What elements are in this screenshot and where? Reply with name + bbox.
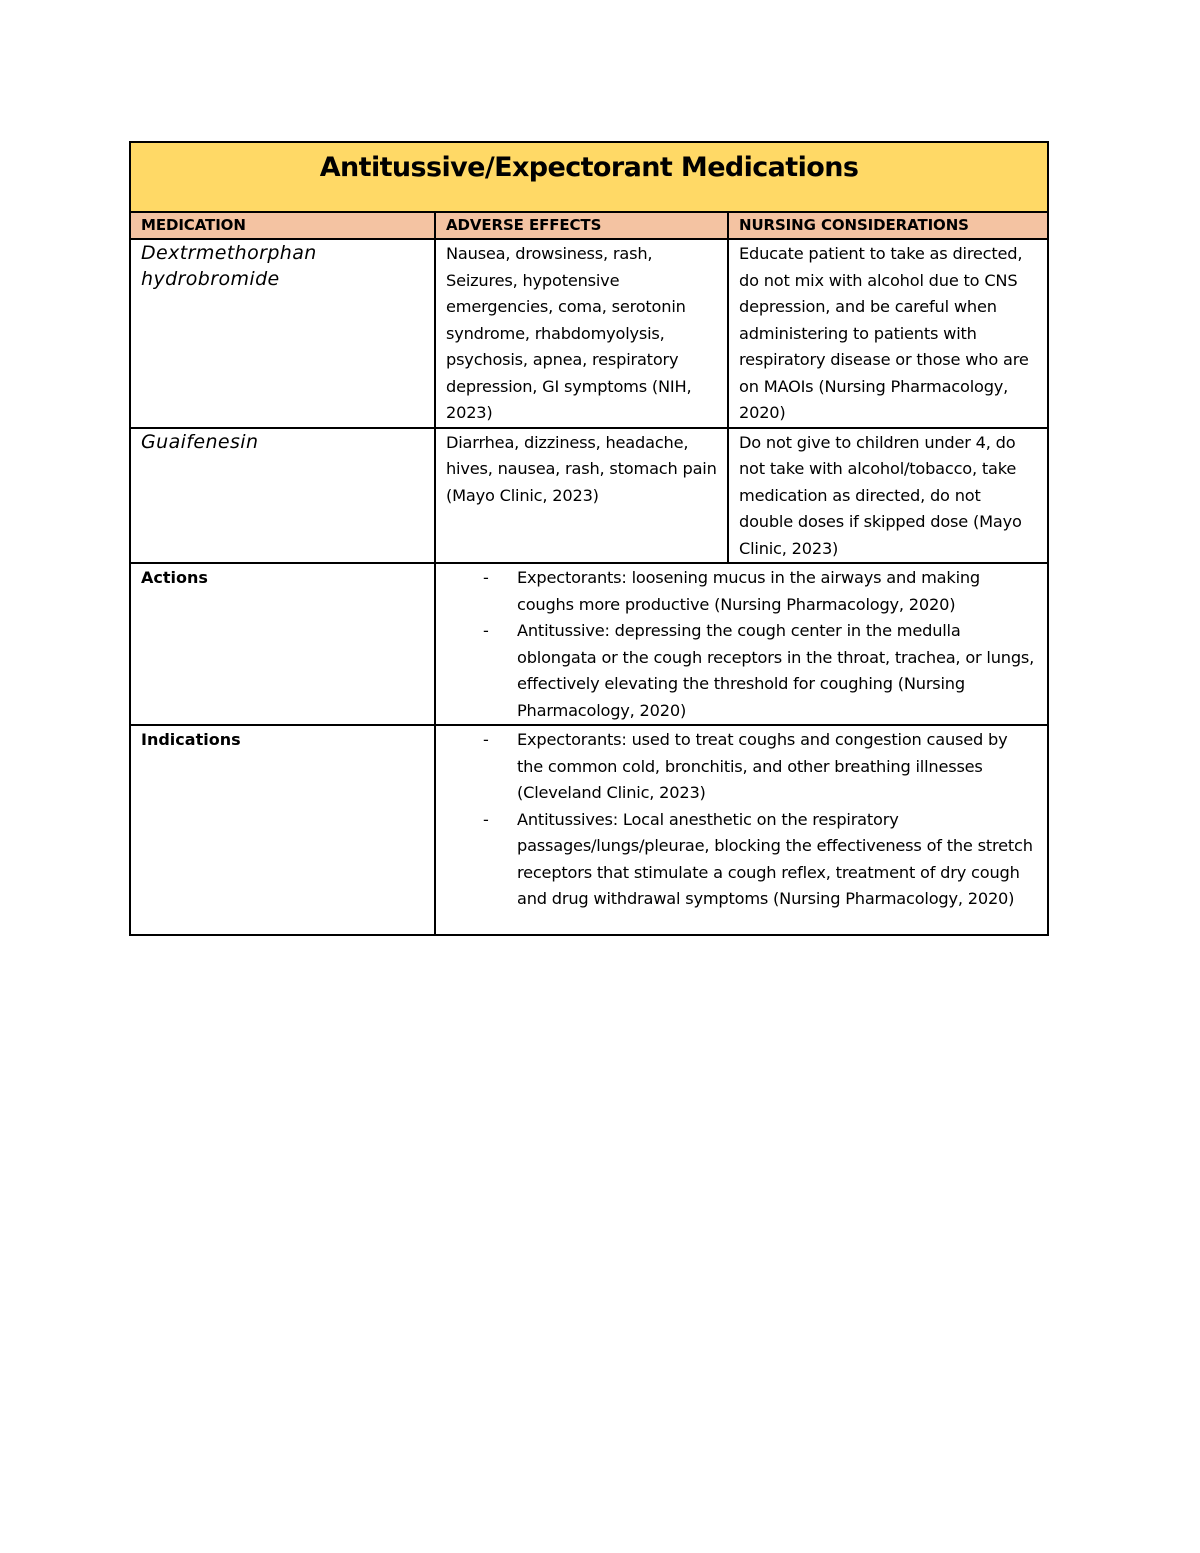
header-medication: MEDICATION (141, 216, 246, 234)
medications-table (129, 141, 1049, 936)
adverse-effects-text: Nausea, drowsiness, rash, Seizures, hypotensive emergencies, coma, serotonin syndrome, rhabdomyolysis, psychosis, apnea, respiratory depression, GI symptoms (NIH, 2023) (446, 244, 692, 422)
adverse-effects-cell (435, 239, 728, 428)
list-item (483, 565, 1037, 618)
header-row (130, 212, 1048, 239)
header-adverse-effects: ADVERSE EFFECTS (446, 216, 602, 234)
medication-row-dextromethorphan (130, 239, 1048, 428)
medication-row-guaifenesin (130, 428, 1048, 564)
adverse-effects-cell (435, 428, 728, 564)
actions-list (436, 564, 1047, 724)
actions-label-cell (130, 563, 435, 725)
actions-item-text: Expectorants: loosening mucus in the airways and making coughs more productive (Nursing Pharmacology, 2020) (517, 568, 981, 614)
actions-row (130, 563, 1048, 725)
nursing-considerations-text: Educate patient to take as directed, do not mix with alcohol due to CNS depression, and be careful when administering to patients with respiratory disease or those who are on MAOIs (Nursing Pharmacology, 2020) (739, 244, 1029, 422)
indications-row (130, 725, 1048, 935)
list-item (483, 727, 1037, 807)
actions-label: Actions (141, 568, 208, 587)
header-cell-medication (130, 212, 435, 239)
actions-item-text: Antitussive: depressing the cough center in the medulla oblongata or the cough receptors in the throat, trachea, or lungs, effectively elevating the threshold for coughing (Nursing Pharmacology, 2020) (517, 621, 1035, 720)
header-cell-nursing-considerations (728, 212, 1048, 239)
nursing-considerations-cell (728, 428, 1048, 564)
actions-content-cell (435, 563, 1048, 725)
indications-label-cell (130, 725, 435, 935)
title-row (130, 142, 1048, 212)
indications-item-text: Expectorants: used to treat coughs and congestion caused by the common cold, bronchitis, and other breathing illnesses (Cleveland Clinic, 2023) (517, 730, 1008, 802)
medication-name-cell (130, 428, 435, 564)
indications-item-text: Antitussives: Local anesthetic on the respiratory passages/lungs/pleurae, blocking the effectiveness of the stretch receptors that stimulate a cough reflex, treatment of dry cough and drug withdrawal symptoms (Nursing Pharmacology, 2020) (517, 809, 1033, 908)
bullet-dash: - (483, 568, 489, 587)
header-nursing-considerations: NURSING CONSIDERATIONS (739, 216, 969, 234)
indications-content-cell (435, 725, 1048, 935)
bullet-dash: - (483, 809, 489, 829)
list-item (483, 618, 1037, 724)
bullet-dash: - (483, 621, 489, 640)
nursing-considerations-cell (728, 239, 1048, 428)
medication-name-line1: Dextrmethorphan (141, 242, 317, 264)
table-title: Antitussive/Expectorant Medications (319, 151, 859, 183)
medication-name-line2: hydrobromide (141, 268, 280, 290)
medication-name-line1: Guaifenesin (141, 430, 259, 453)
bullet-dash: - (483, 730, 489, 749)
adverse-effects-text: Diarrhea, dizziness, headache, hives, nausea, rash, stomach pain (Mayo Clinic, 2023) (446, 432, 717, 505)
medication-name-cell (130, 239, 435, 428)
title-cell (130, 142, 1048, 212)
indications-label: Indications (141, 730, 241, 749)
list-item (483, 807, 1037, 913)
header-cell-adverse-effects (435, 212, 728, 239)
nursing-considerations-text: Do not give to children under 4, do not take with alcohol/tobacco, take medication as directed, do not double doses if skipped dose (Mayo Clinic, 2023) (739, 432, 1022, 558)
indications-list (436, 726, 1047, 913)
